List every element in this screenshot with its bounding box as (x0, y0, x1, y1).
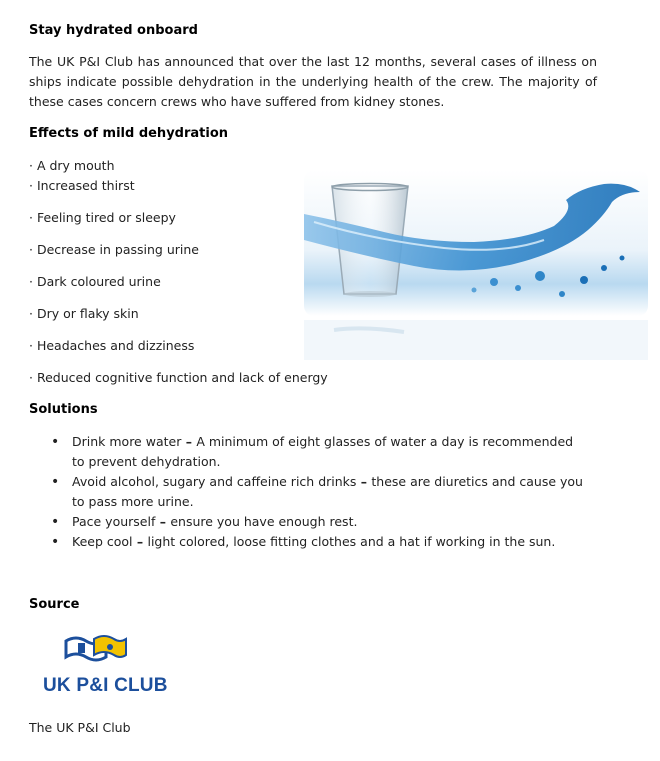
section-title-effects: Effects of mild dehydration (29, 126, 229, 141)
solution-dash: – (132, 534, 148, 549)
effect-item: · Dry or flaky skin (29, 306, 139, 321)
list-item (29, 512, 588, 532)
solution-lead: Drink more water (72, 434, 182, 449)
effect-item: · Headaches and dizziness (29, 338, 195, 353)
solution-lead: Avoid alcohol, sugary and caffeine rich drinks (72, 474, 357, 489)
section-title-hydrated: Stay hydrated onboard (29, 23, 198, 38)
solution-dash: – (181, 434, 197, 449)
solution-text: light colored, loose fitting clothes and a hat if working in the sun. (147, 534, 556, 549)
effect-item: · Decrease in passing urine (29, 242, 199, 257)
solution-dash: – (155, 514, 171, 529)
solutions-list (29, 432, 588, 552)
effect-item: · A dry mouth (29, 158, 115, 173)
uk-pi-club-logo-text: UK P&I CLUB (43, 675, 168, 696)
uk-pi-club-flags-icon (64, 633, 128, 667)
effect-item: · Feeling tired or sleepy (29, 210, 176, 225)
effect-item: · Dark coloured urine (29, 274, 161, 289)
water-glass-illustration (304, 170, 648, 360)
solution-dash: – (356, 474, 372, 489)
list-item (29, 532, 588, 552)
solution-text: these are diuretics and cause you to pass more urine. (72, 474, 583, 509)
list-item (29, 432, 588, 472)
solution-text: A minimum of eight glasses of water a day is recommended to prevent dehydration. (72, 434, 574, 469)
effect-item: · Increased thirst (29, 178, 135, 193)
section-title-solutions: Solutions (29, 402, 98, 417)
list-item (29, 472, 588, 512)
effect-item: · Reduced cognitive function and lack of energy (29, 370, 328, 385)
solution-lead: Keep cool (72, 534, 133, 549)
source-caption: The UK P&I Club (29, 720, 131, 735)
section-title-source: Source (29, 597, 80, 612)
solution-text: ensure you have enough rest. (170, 514, 358, 529)
intro-paragraph: The UK P&I Club has announced that over the last 12 months, several cases of illness on ships indicate possible dehydration in the underlying health of the crew. The majority of these cases concern crews who have suffered from kidney stones. (29, 54, 597, 109)
solution-lead: Pace yourself (72, 514, 156, 529)
